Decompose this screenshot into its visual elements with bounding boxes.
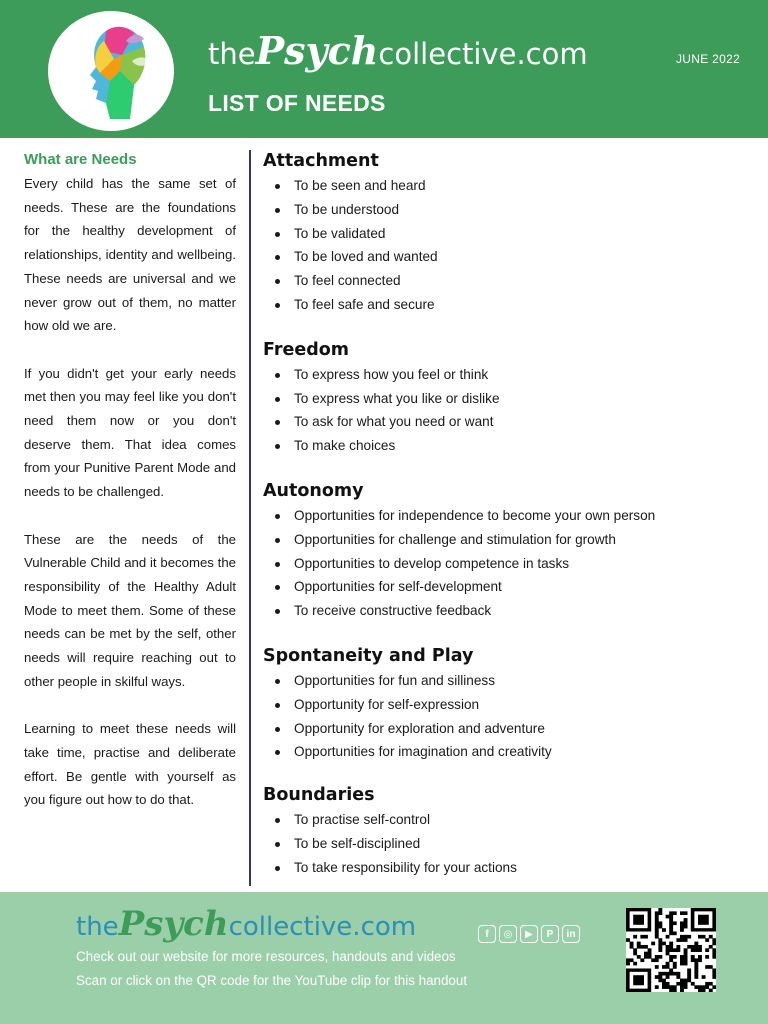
list-item: To feel safe and secure bbox=[263, 293, 763, 317]
social-links bbox=[478, 925, 580, 943]
logo-head-icon bbox=[48, 11, 174, 131]
list-item: To practise self-control bbox=[263, 808, 763, 832]
list-item: To be self-disciplined bbox=[263, 832, 763, 856]
section-spontaneity-and-play bbox=[263, 645, 763, 764]
section-title: Autonomy bbox=[263, 480, 364, 501]
list-item: To take responsibility for your actions bbox=[263, 856, 763, 880]
needs-list bbox=[263, 808, 763, 879]
brand-wordmark bbox=[208, 28, 588, 76]
section-title: Attachment bbox=[263, 151, 379, 171]
list-item: To ask for what you need or want bbox=[263, 410, 763, 434]
list-item: Opportunity for self-expression bbox=[263, 693, 763, 717]
list-item: To be seen and heard bbox=[263, 174, 763, 198]
needs-list bbox=[263, 174, 763, 317]
column-divider bbox=[249, 150, 251, 886]
list-item: Opportunities for fun and silliness bbox=[263, 669, 763, 693]
list-item: To be understood bbox=[263, 198, 763, 222]
pinterest-icon[interactable]: P bbox=[541, 925, 559, 943]
section-title: Freedom bbox=[263, 339, 349, 360]
footer-brand-link[interactable] bbox=[76, 904, 416, 944]
section-attachment bbox=[263, 150, 763, 317]
section-title: Spontaneity and Play bbox=[263, 645, 474, 666]
list-item: Opportunity for exploration and adventure bbox=[263, 717, 763, 741]
list-item: Opportunities to develop competence in tasks bbox=[263, 552, 763, 576]
section-autonomy bbox=[263, 480, 763, 623]
list-item: To make choices bbox=[263, 434, 763, 458]
list-item: To express what you like or dislike bbox=[263, 387, 763, 411]
list-item: Opportunities for challenge and stimulation for growth bbox=[263, 528, 763, 552]
list-item: To be loved and wanted bbox=[263, 245, 763, 269]
list-item: To feel connected bbox=[263, 269, 763, 293]
footer-website-text: Check out our website for more resources, handouts and videos bbox=[76, 949, 456, 964]
intro-paragraph: Learning to meet these needs will take time, practise and deliberate effort. Be gentle with yourself as you figure out how to do that. bbox=[24, 721, 236, 808]
list-item: Opportunities for self-development bbox=[263, 575, 763, 599]
needs-column bbox=[263, 150, 763, 880]
footer-brand-the: the bbox=[76, 912, 119, 942]
list-item: Opportunities for imagination and creativity bbox=[263, 740, 763, 764]
instagram-icon[interactable]: ◎ bbox=[499, 925, 517, 943]
section-title: Boundaries bbox=[263, 785, 375, 806]
qr-code-icon[interactable] bbox=[626, 908, 716, 992]
needs-list bbox=[263, 363, 763, 458]
list-item: To express how you feel or think bbox=[263, 363, 763, 387]
list-item: To be validated bbox=[263, 222, 763, 246]
section-freedom bbox=[263, 339, 763, 458]
intro-column bbox=[24, 150, 236, 836]
footer-brand-psych: Psych bbox=[118, 904, 229, 944]
brand-collective: collective.com bbox=[378, 37, 588, 71]
youtube-icon[interactable]: ▶ bbox=[520, 925, 538, 943]
list-item: Opportunities for independence to become your own person bbox=[263, 504, 763, 528]
footer-brand-collective: collective.com bbox=[228, 912, 417, 942]
list-item: To receive constructive feedback bbox=[263, 599, 763, 623]
date-label: JUNE 2022 bbox=[676, 52, 741, 66]
header-banner bbox=[0, 0, 768, 138]
needs-list bbox=[263, 669, 763, 764]
footer-qr-text: Scan or click on the QR code for the YouTube clip for this handout bbox=[76, 973, 468, 988]
brand-psych: Psych bbox=[255, 28, 379, 73]
section-boundaries bbox=[263, 784, 763, 879]
linkedin-icon[interactable]: in bbox=[562, 925, 580, 943]
brand-the: the bbox=[208, 37, 256, 71]
intro-paragraph: If you didn't get your early needs met then you may feel like you don't need them now or you don't deserve them. That idea comes from your Punitive Parent Mode and needs to be challenged. bbox=[24, 365, 236, 500]
intro-paragraph: These are the needs of the Vulnerable Child and it becomes the responsibility of the Healthy Adult Mode to meet them. Some of these needs can be met by the self, other needs will require reaching out to other people in skilful ways. bbox=[24, 531, 236, 689]
page-title: LIST OF NEEDS bbox=[208, 90, 386, 116]
facebook-icon[interactable]: f bbox=[478, 925, 496, 943]
needs-list bbox=[263, 504, 763, 623]
intro-heading: What are Needs bbox=[24, 151, 137, 168]
intro-paragraph: Every child has the same set of needs. These are the foundations for the healthy development of relationships, identity and wellbeing. These needs are universal and we never grow out of them, no matter how old we are. bbox=[24, 176, 236, 334]
footer-banner bbox=[0, 892, 768, 1024]
